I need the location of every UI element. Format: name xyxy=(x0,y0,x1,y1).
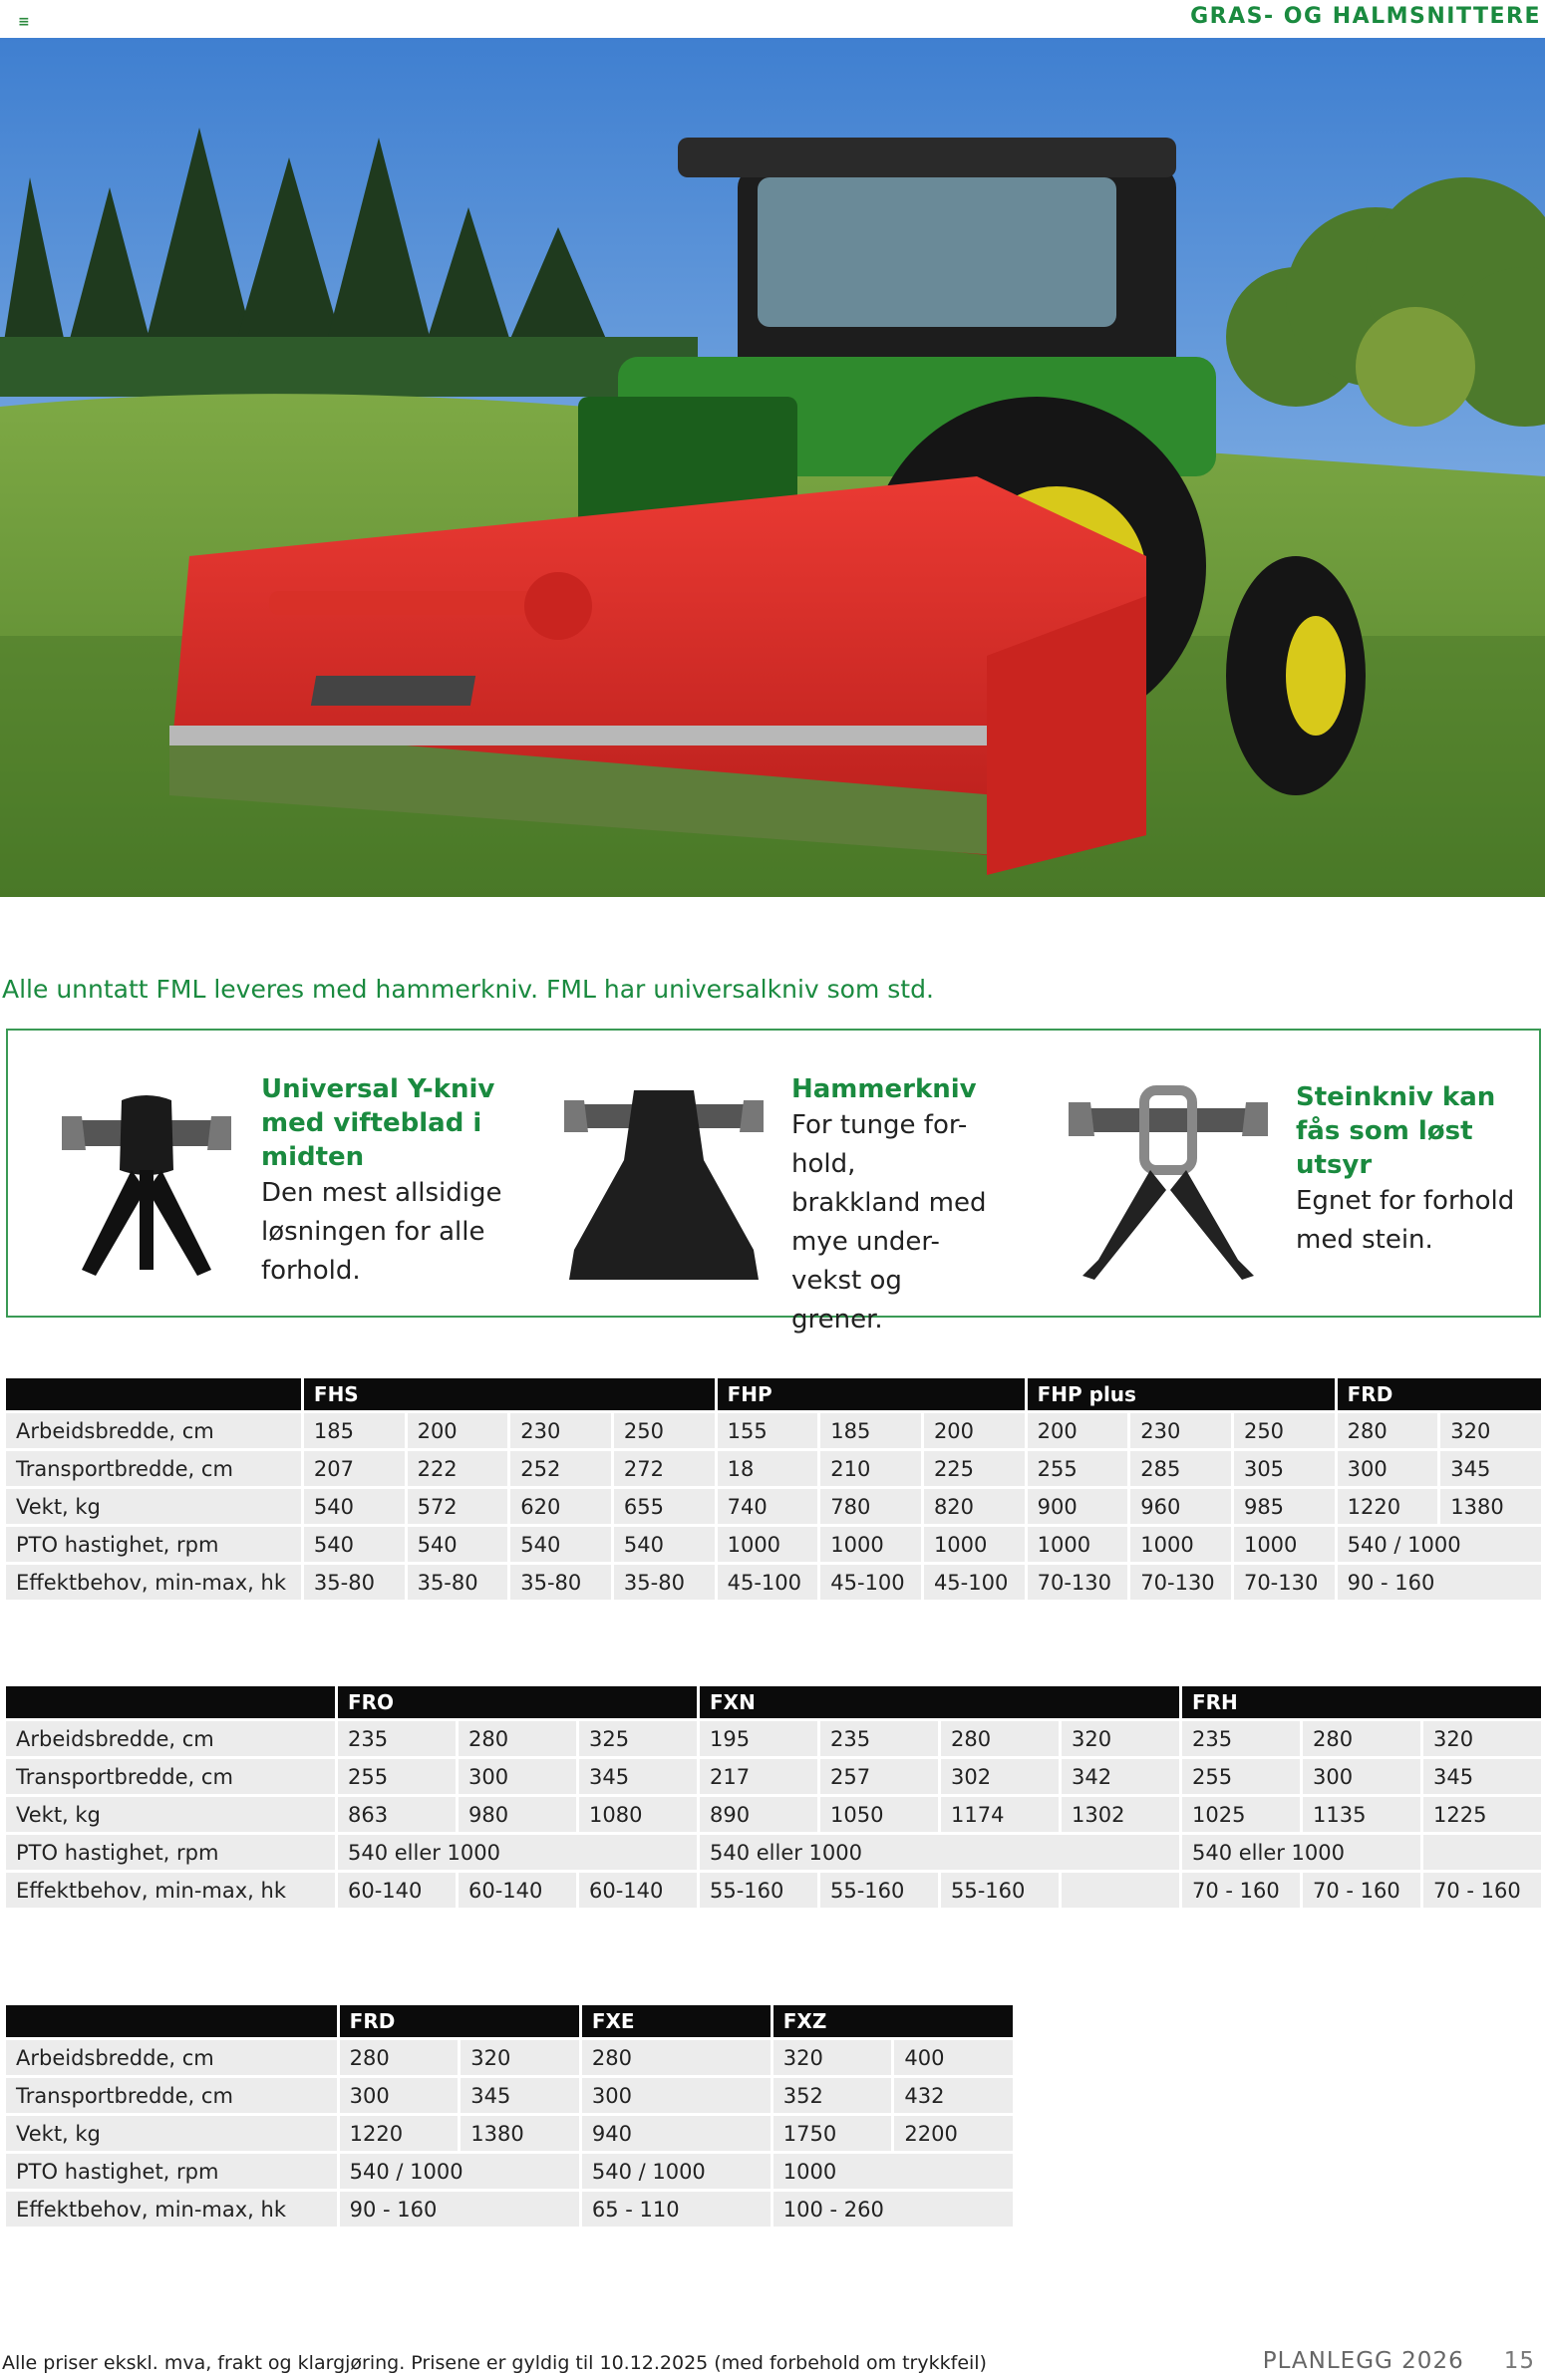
table-cell: 90 - 160 xyxy=(1338,1565,1541,1600)
table-cell: 300 xyxy=(582,2078,771,2113)
row-label: Effektbehov, min-max, hk xyxy=(6,1565,301,1600)
knife-title: Hammerkniv xyxy=(791,1074,977,1104)
table-cell: 222 xyxy=(408,1451,508,1486)
table-cell: 302 xyxy=(941,1759,1059,1794)
table-cell: 35-80 xyxy=(408,1565,508,1600)
table-cell: 1750 xyxy=(773,2116,892,2151)
table-cell: 195 xyxy=(700,1721,817,1756)
table-cell: 305 xyxy=(1234,1451,1335,1486)
table-cell: 60-140 xyxy=(459,1873,576,1908)
table-cell: 1000 xyxy=(773,2154,1013,2189)
table-cell: 70 - 160 xyxy=(1182,1873,1300,1908)
header-blank xyxy=(6,1686,335,1718)
table-cell: 345 xyxy=(1440,1451,1541,1486)
table-cell: 1174 xyxy=(941,1797,1059,1832)
table-cell: 900 xyxy=(1028,1489,1128,1524)
table-cell: 540 xyxy=(510,1527,611,1562)
table-cell: 320 xyxy=(461,2040,579,2075)
table-cell: 1220 xyxy=(340,2116,459,2151)
group-header: FHS xyxy=(304,1378,715,1410)
table-cell: 210 xyxy=(820,1451,921,1486)
knife-option-universal xyxy=(48,1031,526,1316)
table-cell: 1050 xyxy=(820,1797,938,1832)
table-header-row xyxy=(6,1686,1541,1718)
table-cell: 940 xyxy=(582,2116,771,2151)
group-header: FXN xyxy=(700,1686,1179,1718)
table-cell: 300 xyxy=(459,1759,576,1794)
table-row xyxy=(6,1721,1541,1756)
table-cell: 1000 xyxy=(1130,1527,1231,1562)
row-label: Effektbehov, min-max, hk xyxy=(6,1873,335,1908)
table-row xyxy=(6,1451,1541,1486)
table-row xyxy=(6,2116,1013,2151)
table-row xyxy=(6,1797,1541,1832)
table-cell: 540 / 1000 xyxy=(582,2154,771,2189)
table-cell: 280 xyxy=(1303,1721,1420,1756)
table-cell: 35-80 xyxy=(510,1565,611,1600)
table-cell: 1000 xyxy=(1028,1527,1128,1562)
table-row xyxy=(6,2078,1013,2113)
table-cell: 200 xyxy=(1028,1413,1128,1448)
table-cell: 235 xyxy=(820,1721,938,1756)
y-knife-image xyxy=(62,1070,231,1284)
table-cell: 432 xyxy=(894,2078,1013,2113)
table-cell: 155 xyxy=(718,1413,818,1448)
spec-table-fro-fxn-frh xyxy=(3,1683,1544,1911)
table-cell: 540 eller 1000 xyxy=(1182,1835,1420,1870)
table-cell: 1000 xyxy=(820,1527,921,1562)
table-cell: 60-140 xyxy=(579,1873,697,1908)
spec-table-fhs-fhp-frd xyxy=(3,1375,1544,1603)
table-cell: 345 xyxy=(579,1759,697,1794)
table-cell: 1380 xyxy=(461,2116,579,2151)
table-cell: 255 xyxy=(338,1759,456,1794)
table-cell: 960 xyxy=(1130,1489,1231,1524)
table-cell: 185 xyxy=(820,1413,921,1448)
table-cell: 540 / 1000 xyxy=(340,2154,579,2189)
group-header: FHP plus xyxy=(1028,1378,1335,1410)
table-header-row xyxy=(6,2005,1013,2037)
table-cell: 35-80 xyxy=(614,1565,715,1600)
table-cell: 70 - 160 xyxy=(1423,1873,1541,1908)
knife-description: Den mest allsidige løsningen for alle forhold. xyxy=(261,1178,502,1286)
table-cell xyxy=(1062,1873,1179,1908)
knife-title: Steinkniv kan fås som løst utsyr xyxy=(1296,1082,1496,1180)
knife-intro-text: Alle unntatt FML leveres med hammerkniv. FML har universalkniv som std. xyxy=(2,975,934,1004)
table-cell: 540 eller 1000 xyxy=(338,1835,697,1870)
row-label: Vekt, kg xyxy=(6,1489,301,1524)
table-row xyxy=(6,2040,1013,2075)
table-cell: 250 xyxy=(614,1413,715,1448)
table-cell: 1080 xyxy=(579,1797,697,1832)
table-row xyxy=(6,1835,1541,1870)
knife-description: Egnet for forhold med stein. xyxy=(1296,1186,1515,1255)
table-cell: 280 xyxy=(340,2040,459,2075)
table-cell: 325 xyxy=(579,1721,697,1756)
table-cell xyxy=(1423,1835,1541,1870)
stone-knife-image xyxy=(1069,1080,1268,1284)
header-blank xyxy=(6,2005,337,2037)
table-cell: 235 xyxy=(1182,1721,1300,1756)
table-cell: 1025 xyxy=(1182,1797,1300,1832)
table-cell: 200 xyxy=(408,1413,508,1448)
table-cell: 272 xyxy=(614,1451,715,1486)
row-label: Transportbredde, cm xyxy=(6,1451,301,1486)
row-label: PTO hastighet, rpm xyxy=(6,1835,335,1870)
knife-option-stone xyxy=(1065,1031,1533,1316)
table-cell: 342 xyxy=(1062,1759,1179,1794)
table-cell: 70-130 xyxy=(1234,1565,1335,1600)
section-title: GRAS- OG HALMSNITTERE xyxy=(1190,4,1541,29)
table-cell: 540 xyxy=(304,1489,405,1524)
table-cell: 1220 xyxy=(1338,1489,1438,1524)
table-cell: 280 xyxy=(582,2040,771,2075)
table-cell: 65 - 110 xyxy=(582,2192,771,2227)
table-cell: 55-160 xyxy=(700,1873,817,1908)
table-cell: 217 xyxy=(700,1759,817,1794)
knife-title: Universal Y-kniv med vifteblad i midten xyxy=(261,1074,495,1172)
knife-option-hammer xyxy=(556,1031,1035,1335)
table-cell: 540 xyxy=(304,1527,405,1562)
row-label: PTO hastighet, rpm xyxy=(6,2154,337,2189)
row-label: Transportbredde, cm xyxy=(6,1759,335,1794)
table-cell: 985 xyxy=(1234,1489,1335,1524)
knife-description: For tunge for-hold, brakkland med mye under-vekst og grener. xyxy=(791,1110,987,1335)
table-cell: 252 xyxy=(510,1451,611,1486)
table-cell: 235 xyxy=(338,1721,456,1756)
table-cell: 300 xyxy=(1338,1451,1438,1486)
table-cell: 345 xyxy=(1423,1759,1541,1794)
table-cell: 70-130 xyxy=(1130,1565,1231,1600)
group-header: FRD xyxy=(1338,1378,1541,1410)
table-row xyxy=(6,2192,1013,2227)
table-cell: 55-160 xyxy=(941,1873,1059,1908)
table-cell: 280 xyxy=(1338,1413,1438,1448)
table-cell: 280 xyxy=(459,1721,576,1756)
table-cell: 45-100 xyxy=(820,1565,921,1600)
table-cell: 185 xyxy=(304,1413,405,1448)
table-cell: 255 xyxy=(1182,1759,1300,1794)
row-label: Arbeidsbredde, cm xyxy=(6,2040,337,2075)
table-cell: 230 xyxy=(1130,1413,1231,1448)
knife-options-box xyxy=(6,1029,1541,1335)
table-cell: 70 - 160 xyxy=(1303,1873,1420,1908)
table-cell: 1225 xyxy=(1423,1797,1541,1832)
table-cell: 257 xyxy=(820,1759,938,1794)
table-row xyxy=(6,1489,1541,1524)
group-header: FHP xyxy=(718,1378,1025,1410)
table-cell: 1302 xyxy=(1062,1797,1179,1832)
table-cell: 45-100 xyxy=(718,1565,818,1600)
table-cell: 820 xyxy=(924,1489,1025,1524)
table-row xyxy=(6,2154,1013,2189)
table-cell: 1380 xyxy=(1440,1489,1541,1524)
header-blank xyxy=(6,1378,301,1410)
row-label: PTO hastighet, rpm xyxy=(6,1527,301,1562)
table-cell: 45-100 xyxy=(924,1565,1025,1600)
table-cell: 90 - 160 xyxy=(340,2192,579,2227)
table-row xyxy=(6,1565,1541,1600)
table-row xyxy=(6,1527,1541,1562)
table-cell: 320 xyxy=(1062,1721,1179,1756)
table-cell: 1000 xyxy=(1234,1527,1335,1562)
table-cell: 100 - 260 xyxy=(773,2192,1013,2227)
page-number: 15 xyxy=(1503,2348,1535,2374)
row-label: Arbeidsbredde, cm xyxy=(6,1413,301,1448)
table-cell: 655 xyxy=(614,1489,715,1524)
menu-icon: ≡ xyxy=(18,14,30,30)
table-cell: 400 xyxy=(894,2040,1013,2075)
table-cell: 250 xyxy=(1234,1413,1335,1448)
table-cell: 35-80 xyxy=(304,1565,405,1600)
tractor-mulcher-photo xyxy=(0,38,1545,897)
row-label: Vekt, kg xyxy=(6,1797,335,1832)
table-cell: 1000 xyxy=(924,1527,1025,1562)
table-cell: 2200 xyxy=(894,2116,1013,2151)
page-footer xyxy=(1263,2348,1535,2374)
table-cell: 863 xyxy=(338,1797,456,1832)
table-cell: 300 xyxy=(340,2078,459,2113)
table-cell: 280 xyxy=(941,1721,1059,1756)
spec-table-frd-fxe-fxz xyxy=(3,2002,1016,2230)
table-cell: 620 xyxy=(510,1489,611,1524)
table-cell: 740 xyxy=(718,1489,818,1524)
table-cell: 18 xyxy=(718,1451,818,1486)
table-cell: 320 xyxy=(1423,1721,1541,1756)
table-cell: 70-130 xyxy=(1028,1565,1128,1600)
table-cell: 540 xyxy=(408,1527,508,1562)
table-cell: 207 xyxy=(304,1451,405,1486)
row-label: Effektbehov, min-max, hk xyxy=(6,2192,337,2227)
catalog-brand: PLANLEGG 2026 xyxy=(1262,2348,1464,2374)
table-cell: 225 xyxy=(924,1451,1025,1486)
table-cell: 230 xyxy=(510,1413,611,1448)
table-row xyxy=(6,1873,1541,1908)
table-cell: 285 xyxy=(1130,1451,1231,1486)
table-cell: 300 xyxy=(1303,1759,1420,1794)
table-cell: 980 xyxy=(459,1797,576,1832)
group-header: FXZ xyxy=(773,2005,1013,2037)
table-cell: 780 xyxy=(820,1489,921,1524)
table-row xyxy=(6,1759,1541,1794)
table-cell: 572 xyxy=(408,1489,508,1524)
group-header: FRH xyxy=(1182,1686,1541,1718)
table-cell: 352 xyxy=(773,2078,892,2113)
table-header-row xyxy=(6,1378,1541,1410)
table-cell: 540 eller 1000 xyxy=(700,1835,1179,1870)
group-header: FXE xyxy=(582,2005,771,2037)
row-label: Arbeidsbredde, cm xyxy=(6,1721,335,1756)
table-cell: 320 xyxy=(1440,1413,1541,1448)
row-label: Vekt, kg xyxy=(6,2116,337,2151)
price-disclaimer: Alle priser ekskl. mva, frakt og klargjøring. Prisene er gyldig til 10.12.2025 (med forbehold om trykkfeil) xyxy=(2,2352,987,2374)
row-label: Transportbredde, cm xyxy=(6,2078,337,2113)
table-row xyxy=(6,1413,1541,1448)
group-header: FRD xyxy=(340,2005,579,2037)
table-cell: 55-160 xyxy=(820,1873,938,1908)
table-cell: 345 xyxy=(461,2078,579,2113)
table-cell: 255 xyxy=(1028,1451,1128,1486)
table-cell: 1135 xyxy=(1303,1797,1420,1832)
table-cell: 60-140 xyxy=(338,1873,456,1908)
hammer-knife-image xyxy=(564,1080,764,1284)
table-cell: 320 xyxy=(773,2040,892,2075)
table-cell: 890 xyxy=(700,1797,817,1832)
table-cell: 540 / 1000 xyxy=(1338,1527,1541,1562)
table-cell: 200 xyxy=(924,1413,1025,1448)
table-cell: 1000 xyxy=(718,1527,818,1562)
table-cell: 540 xyxy=(614,1527,715,1562)
group-header: FRO xyxy=(338,1686,697,1718)
